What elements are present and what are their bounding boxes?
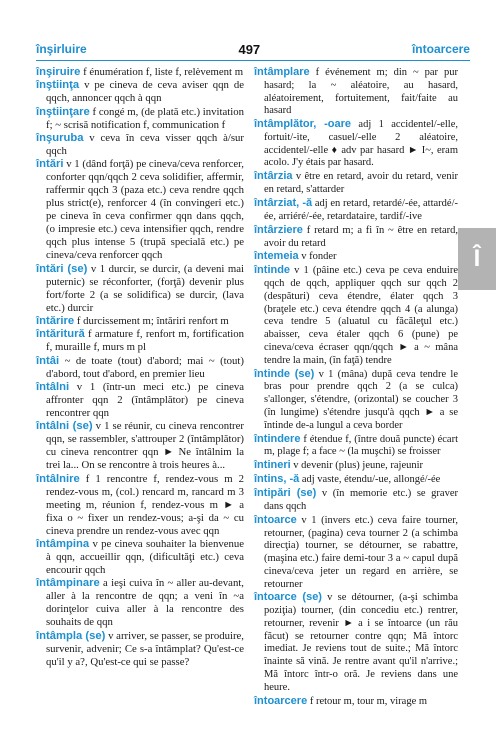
dictionary-entry	[254, 591, 458, 694]
entry-definition: f retour m, tour m, virage m	[307, 695, 428, 707]
entry-headword: întări (se)	[36, 262, 88, 275]
entry-definition: f armature f, renfort m, fortification f, muraille f, murs m pl	[46, 328, 244, 354]
dictionary-entry	[254, 459, 458, 473]
entry-definition: v se détourner, (a-şi schimba poziţia) tourner, (din concediu etc.) rentrer, retourner, revenir ► a i se întoarce (un rău făcut) se retourner contre qqn; Mă întorc imediat. Je reviens tout de suite.; Mă întorc înainte să vină. Je rentre avant qu'il n'arrive.; Mă întorc într-o oră. Je reviens dans une heure.	[264, 592, 458, 693]
entry-headword: întineri	[254, 459, 291, 472]
entry-headword: întoarcere	[254, 694, 308, 707]
entry-headword: întăritură	[36, 328, 85, 341]
entry-definition: v 1 durcir, se durcir, (a deveni mai puternic) se réconforter, (forţă) devenir plus fort/forte 2 (a se solidifica) se durcir, (lava etc.) durcir	[46, 262, 244, 314]
entry-definition: v pe cineva de ceva aviser qqn de qqch, annoncer qqch à qqn	[46, 79, 244, 105]
dictionary-entry	[254, 473, 458, 487]
entry-headword: întărire	[36, 315, 75, 328]
dictionary-entry	[36, 66, 244, 79]
entry-headword: întâlni (se)	[36, 420, 93, 433]
entry-headword: întipări (se)	[254, 487, 317, 500]
entry-definition: v 1 (într-un meci etc.) pe cineva affronter qqn 2 (întâmplător) pe cineva rencontrer qqn	[46, 380, 244, 419]
header-right-guide-word: întoarcere	[411, 42, 470, 56]
entry-definition: f événement m; din ~ par pur hasard; la ~ aléatoire, au hasard, aléatoirement, fortuitement, fait/faite au hasard	[264, 67, 458, 117]
dictionary-entry	[254, 264, 458, 367]
entry-definition: v 1 (pâine etc.) ceva pe ceva enduire qqch de qqch, appliquer qqch sur qqch 2 (despături) ceva étendre, élater qqch 3 (braţele etc.) ceva étendre qqch 4 (a alunga) ceva tendre 5 (aluatul cu făcăleţul etc.) abaisser, ceva étaler qqch 6 (pune) pe cineva/ceva écraser qqn/qqch ► a ~ mâna tendre la main, (în faţă) tendre	[264, 265, 458, 366]
entry-definition: f retard m; a fi în ~ être en retard, avoir du retard	[264, 224, 458, 249]
entry-headword: întâlnire	[36, 472, 80, 485]
entry-definition: v (în memorie etc.) se graver dans qqch	[264, 488, 458, 512]
entry-headword: întâmplător, -oare	[254, 118, 352, 131]
dictionary-entry	[36, 630, 244, 669]
dictionary-entry	[36, 538, 244, 577]
entry-definition: f énumération f, liste f, relèvement m	[80, 66, 244, 78]
dictionary-entry	[254, 487, 458, 514]
entry-definition: v 1 se réunir, cu cineva rencontrer qqn, se rassembler, s'attrouper 2 (întâmplător) cu cineva rencontrer qqn ► Ne întâlnim la trei la... On se rencontre à trois heures à...	[46, 420, 244, 472]
entry-headword: întinde	[254, 264, 291, 277]
header-left-guide-word: înşirluire	[36, 42, 87, 56]
entry-headword: întins, -ă	[254, 473, 300, 486]
dictionary-entry	[36, 79, 244, 105]
dictionary-entry	[36, 473, 244, 538]
entry-definition: adj en retard, retardé/-ée, attardé/-ée, arriéré/-ée, retardataire, tardif/-ive	[264, 198, 458, 222]
entry-headword: întoarce (se)	[254, 591, 322, 604]
entry-headword: întâi	[36, 354, 60, 367]
entry-definition: a ieşi cuiva în ~ aller au-devant, aller à la rencontre de qqn; a veni în ~a dorinţelor cuiva aller à la rencontre des souhaits de qqn	[46, 577, 244, 629]
dictionary-entry	[36, 381, 244, 420]
entry-headword: întârziere	[254, 223, 303, 236]
entry-headword: întârzia	[254, 170, 293, 183]
entry-headword: înşiruire	[36, 66, 81, 78]
entry-definition: f durcissement m; întăriri renfort m	[74, 315, 229, 328]
entry-definition: v 1 (invers etc.) ceva faire tourner, retourner, (pagina) ceva tourner 2 (a schimba direcţia) tourner, se détourner, se rabattre, (maşina etc.) faire demi-tour 3 a ~ capul după cineva/ceva jeter un regard en arrière, se retourner	[264, 514, 458, 590]
dictionary-entry	[254, 368, 458, 433]
dictionary-entry	[254, 197, 458, 224]
entry-definition: v devenir (plus) jeune, rajeunir	[290, 460, 424, 472]
dictionary-entry	[36, 355, 244, 381]
thumb-tab-letter: Î	[473, 245, 481, 272]
dictionary-entry	[36, 315, 244, 328]
entry-headword: întoarce	[254, 513, 297, 526]
entry-headword: întindere	[254, 432, 301, 445]
entry-headword: întâmpinare	[36, 577, 100, 590]
entry-definition: f étendue f, (între două puncte) écart m, plage f; a face ~ (la muşchi) se froisser	[264, 433, 458, 458]
dictionary-entry	[36, 106, 244, 132]
dictionary-entry	[36, 263, 244, 315]
right-column	[254, 66, 458, 709]
entry-definition: v 1 (dând forţă) pe cineva/ceva renforcer, conforter qqn/qqch 2 ceva solidifier, affermir, raffermir qqch 3 (paza etc.) ceva rendre qqch plus strict(e), renforcer 4 (în convingeri etc.) pe cineva în ceva confirmer qqn dans qqch, (o impresie etc.) ceva intensifier qqch, rendre qqch plus intense 5 (trupă specială etc.) pe cineva/ceva renforcer qqch	[46, 158, 244, 262]
entry-definition: f 1 rencontre f, rendez-vous m 2 rendez-vous m, (col.) rencard m, rancard m 3 meeting m, réunion f, rendez-vous m ► a fixa o ~ fixer un rendez-vous; a-şi da ~ cu cineva prendre un rendez-vous avec qqn	[46, 472, 244, 537]
entry-headword: înştiinţare	[36, 105, 90, 118]
entry-definition: v fonder	[298, 251, 337, 263]
entry-definition: f congé m, (de plată etc.) invitation f; ~ scrisă notification f, communication f	[46, 105, 244, 131]
dictionary-entry	[254, 66, 458, 118]
entry-definition: v pe cineva souhaiter la bienvenue à qqn, accueillir qqn, (dificultăţi etc.) ceva encourir qqch	[46, 537, 244, 577]
entry-definition: adj 1 accidentel/-elle, fortuit/-ite, casuel/-elle 2 aléatoire, accidentel/-elle ♦ adv par hasard ► I~, eram acolo. J'y étais par hasard.	[264, 119, 458, 169]
entry-headword: întinde (se)	[254, 367, 315, 380]
entry-headword: înşuruba	[36, 131, 84, 144]
dictionary-entry	[254, 695, 458, 709]
dictionary-entry	[254, 433, 458, 460]
page-number: 497	[238, 41, 261, 57]
dictionary-entry	[254, 250, 458, 264]
entry-definition: v arriver, se passer, se produire, survenir, advenir; Ce s-a întâmplat? Qu'est-ce qu'il y a?, Qu'est-ce qui se passe?	[46, 629, 244, 668]
entry-headword: întâmpina	[36, 537, 90, 550]
entry-headword: întâmpla (se)	[36, 629, 106, 642]
dictionary-entry	[254, 514, 458, 592]
entry-definition: ~ de toate (tout) d'abord; mai ~ (tout) d'abord, tout d'abord, en premier lieu	[46, 354, 244, 380]
entry-headword: întări	[36, 158, 64, 171]
page-header	[36, 40, 470, 61]
entry-headword: întâmplare	[254, 66, 310, 78]
entry-definition: v ceva în ceva visser qqch à/sur qqch	[46, 131, 244, 157]
dictionary-entry	[254, 170, 458, 197]
entry-definition: v 1 (mâna) după ceva tendre le bras pour prendre qqch 2 (a se culca) s'allonger, s'étendre, (orizontal) se coucher 3 (în lungime) s'étendre jusqu'à qqch ► a se întinde de-a lungul a ceva border	[264, 368, 458, 431]
entry-definition: adj vaste, étendu/-ue, allongé/-ée	[299, 474, 441, 486]
entry-definition: v être en retard, avoir du retard, venir en retard, s'attarder	[264, 171, 458, 196]
dictionary-entry	[36, 132, 244, 158]
entry-headword: înştiinţa	[36, 79, 80, 92]
dictionary-entry	[254, 118, 458, 170]
letter-thumb-tab[interactable]	[458, 228, 496, 290]
entry-headword: întâlni	[36, 380, 70, 393]
left-column	[36, 66, 244, 669]
dictionary-entry	[36, 158, 244, 262]
dictionary-entry	[36, 420, 244, 472]
entry-headword: întârziat, -ă	[254, 197, 313, 210]
entry-headword: întemeia	[254, 250, 299, 263]
dictionary-entry	[254, 224, 458, 251]
dictionary-entry	[36, 577, 244, 629]
dictionary-entry	[36, 328, 244, 354]
